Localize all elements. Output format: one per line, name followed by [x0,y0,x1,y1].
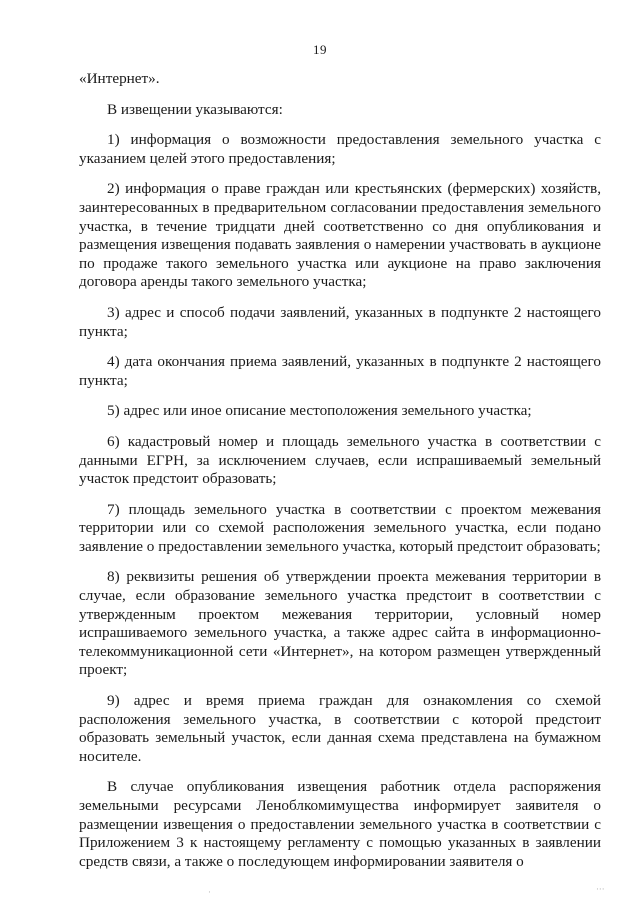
paragraph-item-5: 5) адрес или иное описание местоположения земельного участка; [107,402,532,420]
scan-artifact: ··· [596,885,605,895]
paragraph-item-4: 4) дата окончания приема заявлений, указанных в подпункте 2 настоящего пункта; [79,353,601,389]
paragraph-notice-intro: В извещении указываются: [107,100,283,118]
paragraph-publication-case: В случае опубликования извещения работник отдела распоряжения земельными ресурсами Леноблкомимущества информирует заявителя о размещении извещения о предоставлении земельного участка в соответствии с Приложением 3 к настоящему регламенту с помощью указанных в заявлении средств связи, а также о последующем информировании заявителя о [79,778,601,870]
paragraph-item-9: 9) адрес и время приема граждан для ознакомления со схемой расположения земельного участка, в соответствии с которой предстоит образовать земельный участок, если данная схема представлена на бумажном носителе. [79,692,601,765]
paragraph-continuation: «Интернет». [79,70,160,87]
paragraph-item-8: 8) реквизиты решения об утверждении проекта межевания территории в случае, если образование земельного участка предстоит в соответствии с утвержденным проектом межевания территории, условный номер испрашиваемого земельного участка, а также адрес сайта в информационно-телекоммуникационной сети «Интернет», на котором размещен утвержденный проект; [79,568,601,679]
scan-artifact: · [208,888,211,898]
paragraph-item-2: 2) информация о праве граждан или крестьянских (фермерских) хозяйств, заинтересованных в предварительном согласовании предоставления земельного участка, в течение тридцати дней соответственно со дня опубликования и размещения извещения подавать заявления о намерении участвовать в аукционе по продаже такого земельного участка или аукционе на право заключения договора аренды такого земельного участка; [79,180,601,291]
document-body [79,70,601,871]
paragraph-item-3: 3) адрес и способ подачи заявлений, указанных в подпункте 2 настоящего пункта; [79,303,601,340]
page-number: 19 [313,42,327,57]
paragraph-item-7: 7) площадь земельного участка в соответствии с проектом межевания территории или со схемой расположения земельного участка, если подано заявление о предоставлении земельного участка, который предстоит образовать; [79,500,601,555]
paragraph-item-6: 6) кадастровый номер и площадь земельного участка в соответствии с данными ЕГРН, за исключением случаев, если испрашиваемый земельный участок предстоит образовать; [79,432,601,488]
paragraph-item-1: 1) информация о возможности предоставления земельного участка с указанием целей этого предоставления; [79,131,601,167]
